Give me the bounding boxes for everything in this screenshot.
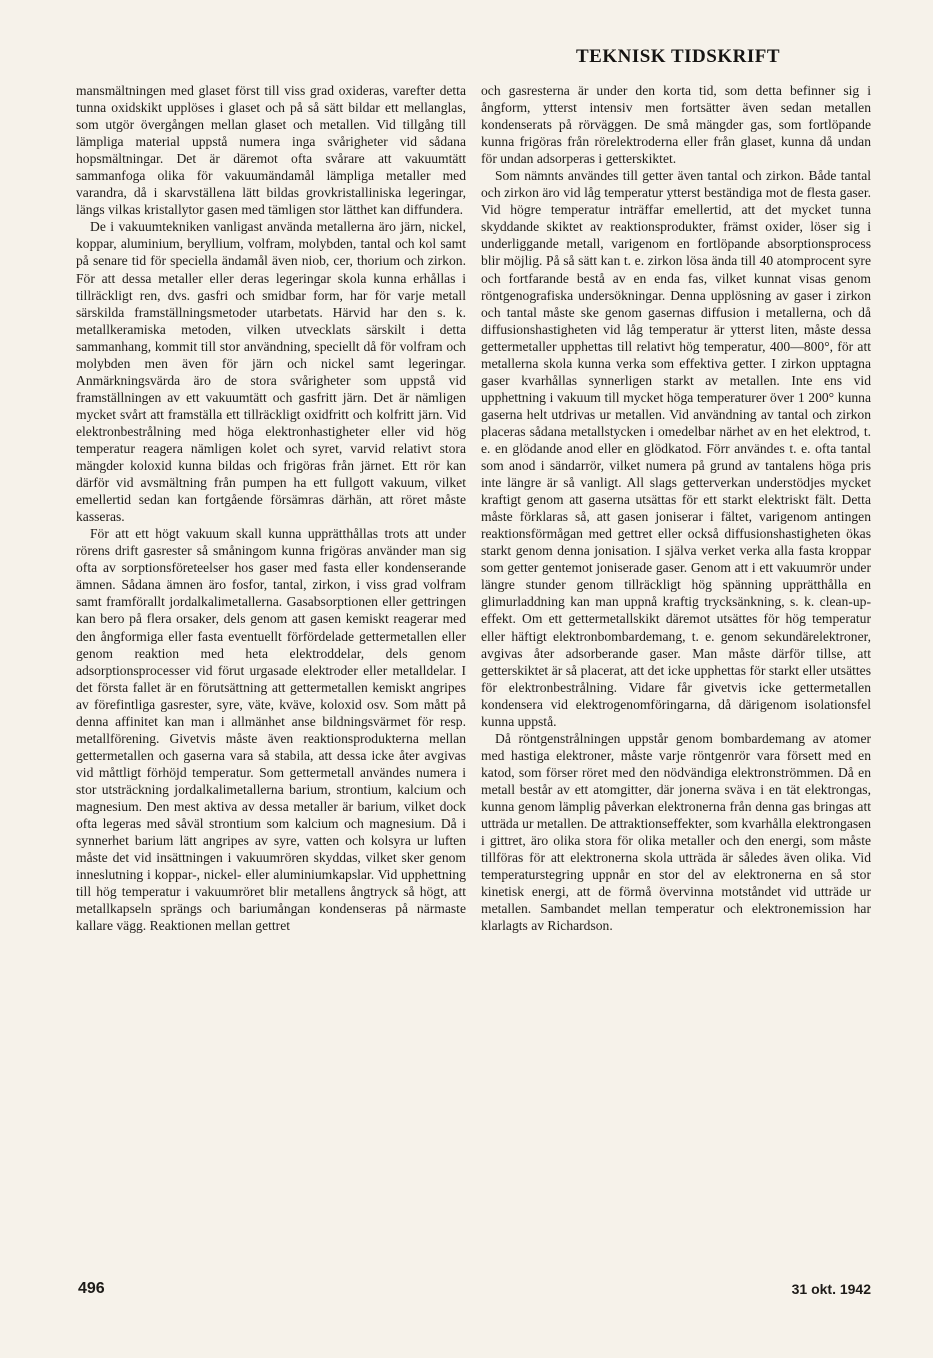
- page-number: 496: [78, 1280, 105, 1297]
- issue-date: 31 okt. 1942: [791, 1281, 871, 1297]
- paragraph: mansmältningen med glaset först till viss grad oxideras, varefter detta tunna oxidskikt upplöses i glaset och på så sätt bildar ett mellanglas, som utgör övergången mellan glaset och metallen. Vid tillgång till lämpliga material uppstå numera inga svårigheter vid sådana hopsmältningar. Det är däremot ofta svårare att vakuumtätt sammanfoga olika för vakuumändamål lämpliga metaller med varandra, då i skarvställena lätt bildas grovkristalliniska legeringar, längs vilkas kristallytor gasen med tämligen stor lätthet kan diffundera.: [76, 83, 466, 218]
- journal-masthead: TEKNISK TIDSKRIFT: [575, 46, 781, 67]
- paragraph: Då röntgenstrålningen uppstår genom bombardemang av atomer med hastiga elektroner, måste varje röntgenrör vara försett med en katod, som förser röret med den nödvändiga elektronströmmen. Då en metall består av ett atomgitter, där jonerna sväva i en tät elektrongas, kunna genom lämplig påverkan elektronerna från denna gas bringas att utträda ur metallen. De attraktionseffekter, som kvarhålla elektrongasen i gittret, äro olika stora för olika metaller och den energi, som måste tillföras för att elektronerna skola utträda är således även olika. Vid temperaturstegring uppnår en stor del av elektronerna en så stor kinetisk energi, att de förmå övervinna motståndet vid utträde ur metallen. Sambandet mellan temperatur och elektronemission har klarlagts av Richardson.: [481, 730, 871, 934]
- left-text-column: [76, 82, 466, 934]
- paragraph: De i vakuumtekniken vanligast använda metallerna äro järn, nickel, koppar, aluminium, beryllium, volfram, molybden, tantal och kol samt på senare tid för speciella ändamål även niob, cer, thorium och zirkon. För att dessa metaller eller deras legeringar skola kunna erhållas i tillräckligt ren, dvs. gasfri och smidbar form, har för varje metall särskilda framställningsmetoder utarbetats. Härvid har den s. k. metallkeramiska metoden, vilken utvecklats särskilt i detta sammanhang, kommit till stor användning, speciellt då för volfram och molybden men även för järn och nickel samt legeringar. Anmärkningsvärda äro de stora svårigheter som uppstå vid framställningen av ett vakuumtätt och gasfritt järn. Det är nämligen mycket svårt att framställa ett tillräckligt oxidfritt och kolfritt järn. Vid elektronbestrålning med höga elektronhastigheter eller vid hög temperatur reagera nämligen kolet och syret, varvid relativt stora mängder koloxid kunna bildas och frigöras från järnet. Ett rör kan därför vid avsmältning från pumpen ha ett fullgott vakuum, vilket emellertid sedan kan fortgående försämras därhän, att röret måste kasseras.: [76, 219, 466, 525]
- paragraph: För att ett högt vakuum skall kunna upprätthållas trots att under rörens drift gasrester så småningom kunna frigöras använder man sig ofta av sorptionsföreteelser hos gaser med fasta eller kondenserande ämnen. Sådana ämnen äro fosfor, tantal, zirkon, i viss grad volfram samt framförallt jordalkalimetallerna. Gasabsorptionen eller gettringen kan bero på flera orsaker, dels genom att gasen kemiskt reagerar med den ångformiga eller fasta eventuellt förfördelade gettermetallen eller genom reaktion med heta elektroddelar, dels genom adsorptionsprocesser vid förut urgasade elektroder eller metalldelar. I det första fallet är en förutsättning att gettermetallen kemiskt angripes av förefintliga gasrester, syre, väte, kväve, koloxid osv. Som mått på denna affinitet kan man i allmänhet anse bildningsvärmet för resp. metallförening. Givetvis måste även reaktionsprodukterna mellan gettermetallen och gaserna vara så stabila, att dessa icke åter avgivas vid måttligt förhöjd temperatur. Som gettermetall användes numera i stor utsträckning jordalkalimetallerna barium, strontium, kalcium och magnesium. Den mest aktiva av dessa metaller är barium, vilket dock ofta legeras med såväl strontium som kalcium och magnesium. Då i synnerhet barium lätt angripes av syre, vatten och kolsyra ur luften måste det vid insättningen i vakuumrören skyddas, vilket sker genom inneslutning i koppar-, nickel- eller aluminiumkapslar. Vid upphettning till hög temperatur i vakuumröret blir metallens ångtryck så högt, att metallkapseln sprängs och bariumångan kondenseras på närmaste kallare vägg. Reaktionen mellan gettret: [76, 526, 466, 934]
- right-text-column: [481, 82, 871, 934]
- paragraph: och gasresterna är under den korta tid, som detta befinner sig i ångform, ytterst intensiv men fortsätter även sedan metallen kondenserats på rörväggen. De små mängder gas, som fortlöpande kunna frigöras från rörelektroderna eller från glaset, kunna då undan för undan adsorperas i getterskiktet.: [481, 83, 871, 167]
- paragraph: Som nämnts användes till getter även tantal och zirkon. Både tantal och zirkon äro vid låg temperatur ytterst beständiga mot de flesta gaser. Vid högre temperatur inträffar emellertid, att det mycket tunna skyddande skiktet av reaktionsprodukter, främst oxider, löser sig i underliggande metall, varigenom en fortlöpande absorptionsprocess blir möjlig. På så sätt kan t. e. zirkon lösa ända till 40 atomprocent syre och fortfarande bestå av en enda fas, vilket kunnat visas genom röntgenografiska undersökningar. Denna upplösning av gaser i zirkon och tantal måste ske genom gasernas diffusion i metallerna, och då diffusionshastigheten vid låg temperatur är ytterst liten, måste dessa gettermetaller upphettas till relativt hög temperatur, 400—800°, för att metallerna skola kunna verka som effektiva getter. I zirkon upptagna gaser kvarhållas synnerligen starkt av metallen. Inte ens vid upphettning i vakuum till mycket höga temperaturer över 1 200° kunna gaserna helt utdrivas ur metallen. Vid användning av tantal och zirkon placeras sådana metallstycken i omedelbar närhet av en het elektrod, t. e. en glödande anod eller en glödkatod. Förr användes t. e. ofta tantal som anod i sändarrör, vilket numera på grund av tantalens höga pris inte längre är så vanligt. All slags getterverkan understödjes mycket kraftigt genom att gaserna utsättas för ett starkt elektriskt fält. Detta måste förklaras så, att gasen joniserar i fältet, varigenom antingen reaktionsförmågan med gettret eller också diffusionshastigheten ökas starkt genom denna jonisation. I själva verket verka alla fasta kroppar som getter gentemot joniserade gaser. Genom att i ett vakuumrör under längre stunder genom tillräckligt hög spänning upprätthålla en glimurladdning kan man uppnå kraftig trycksänkning, s. k. clean-up-effekt. Om ett gettermetallskikt däremot utsättes för hög temperatur eller häftigt elektronbombardemang, t. e. genom sekundärelektroner, avgivas åter adsorberande gaser. Man måste därför tillse, att getterskiktet är så placerat, att det icke upphettas för starkt eller utsättes för elektronbestrålning. Vidare får givetvis icke gettermetallen kondensera vid elektrogenomföringarna, då därigenom isolationsfel kunna uppstå.: [481, 168, 871, 729]
